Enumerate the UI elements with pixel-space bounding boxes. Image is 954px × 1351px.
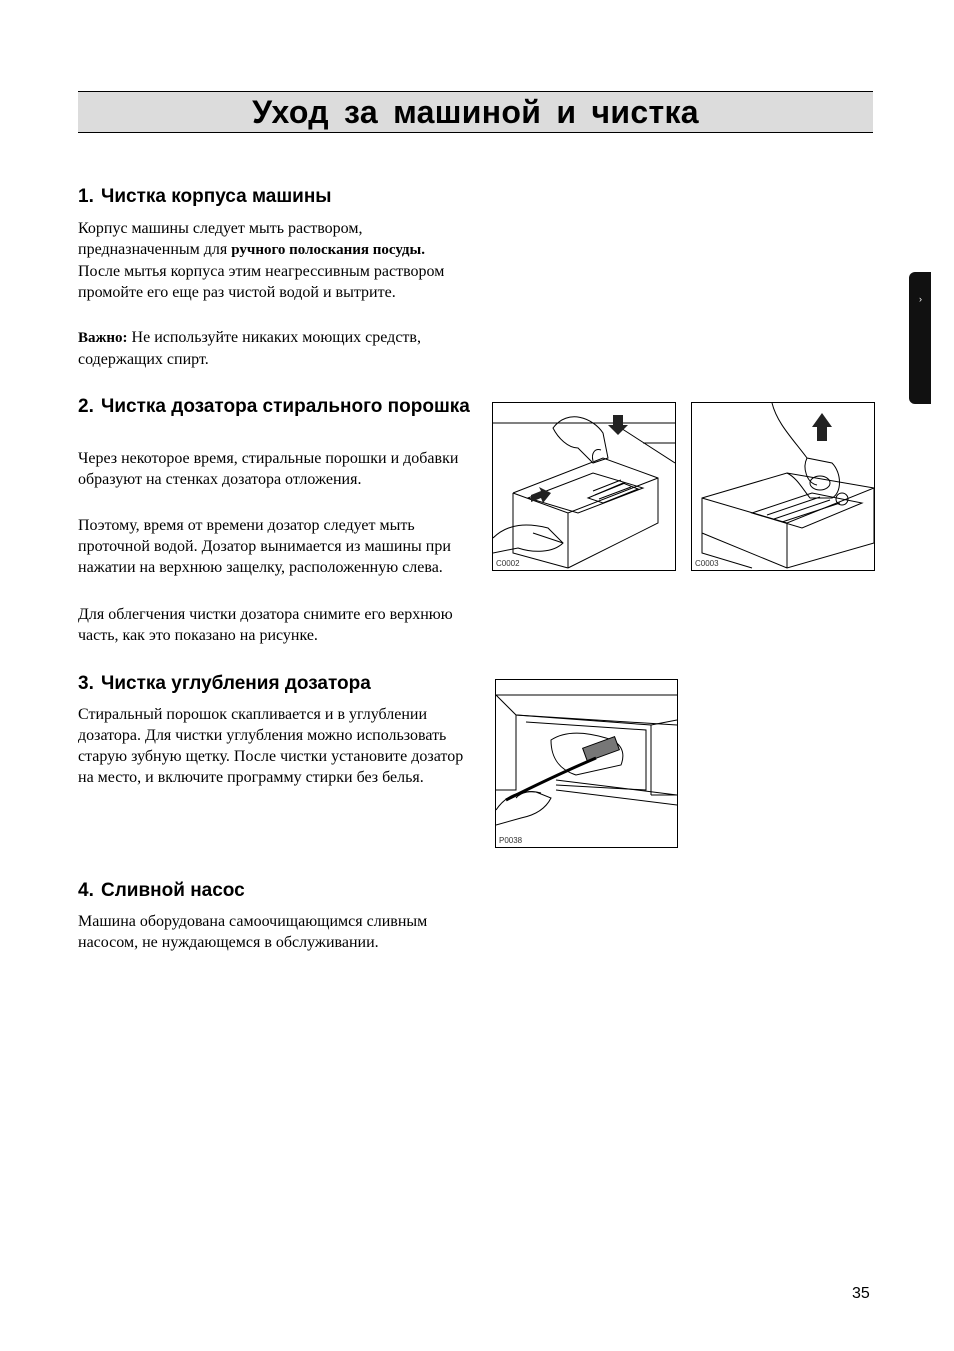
page-title: Уход за машиной и чистка bbox=[252, 93, 699, 130]
section-title: Сливной насос bbox=[101, 880, 245, 901]
text-run: Не используйте никаких моющих средств, содержащих спирт. bbox=[78, 329, 421, 368]
section-1-paragraph-1 bbox=[78, 218, 468, 303]
figure-dispenser-top-removal bbox=[691, 402, 875, 571]
side-tab-mark: › bbox=[919, 294, 922, 304]
section-number: 4. bbox=[78, 880, 94, 901]
section-4-paragraph-1: Машина оборудована самоочищающимся сливным насосом, не нуждающемся в обслуживании. bbox=[78, 913, 428, 951]
figure-code: P0038 bbox=[499, 836, 523, 845]
section-number: 3. bbox=[78, 673, 94, 694]
figure-dispenser-removal bbox=[492, 402, 676, 571]
section-2-paragraph-1: Через некоторое время, стиральные порошки и добавки образуют на стенках дозатора отложения. bbox=[78, 450, 459, 488]
section-number: 2. bbox=[78, 396, 94, 417]
dispenser-removal-illustration bbox=[493, 403, 675, 570]
figure-recess-cleaning bbox=[495, 679, 678, 848]
section-3-heading bbox=[78, 673, 371, 694]
recess-cleaning-illustration bbox=[496, 680, 677, 847]
page-number: 35 bbox=[852, 1285, 870, 1302]
section-title: Чистка корпуса машины bbox=[101, 186, 332, 207]
dispenser-top-removal-illustration bbox=[692, 403, 874, 570]
section-4-heading bbox=[78, 880, 245, 901]
section-number: 1. bbox=[78, 186, 94, 207]
section-2-paragraph-2: Поэтому, время от времени дозатор следует мыть проточной водой. Дозатор вынимается из машины при нажатии на верхнюю защелку, расположенную слева. bbox=[78, 517, 451, 576]
figure-code: C0003 bbox=[695, 559, 719, 568]
section-2-paragraph-3: Для облегчения чистки дозатора снимите его верхнюю часть, как это показано на рисунке. bbox=[78, 606, 453, 644]
section-1-paragraph-2 bbox=[78, 327, 468, 370]
figure-code: C0002 bbox=[496, 559, 520, 568]
section-title: Чистка дозатора стирального порошка bbox=[101, 396, 470, 417]
section-2-heading bbox=[78, 396, 478, 417]
section-3-paragraph-1: Стиральный порошок скапливается и в углублении дозатора. Для чистки углубления можно использовать старую зубную щетку. После чистки установите дозатор на место, и включите программу стирки без белья. bbox=[78, 706, 464, 786]
important-label: Важно: bbox=[78, 330, 128, 346]
text-run: Корпус машины следует мыть раствором, предназначенным для bbox=[78, 220, 363, 258]
section-title: Чистка углубления дозатора bbox=[101, 673, 371, 694]
side-tab bbox=[909, 272, 931, 404]
bold-text: ручного полоскания посуды. bbox=[231, 242, 425, 258]
section-1-heading bbox=[78, 186, 332, 207]
text-run: После мытья корпуса этим неагрессивным раствором промойте его еще раз чистой водой и вытрите. bbox=[78, 263, 445, 301]
title-bar bbox=[78, 91, 873, 133]
